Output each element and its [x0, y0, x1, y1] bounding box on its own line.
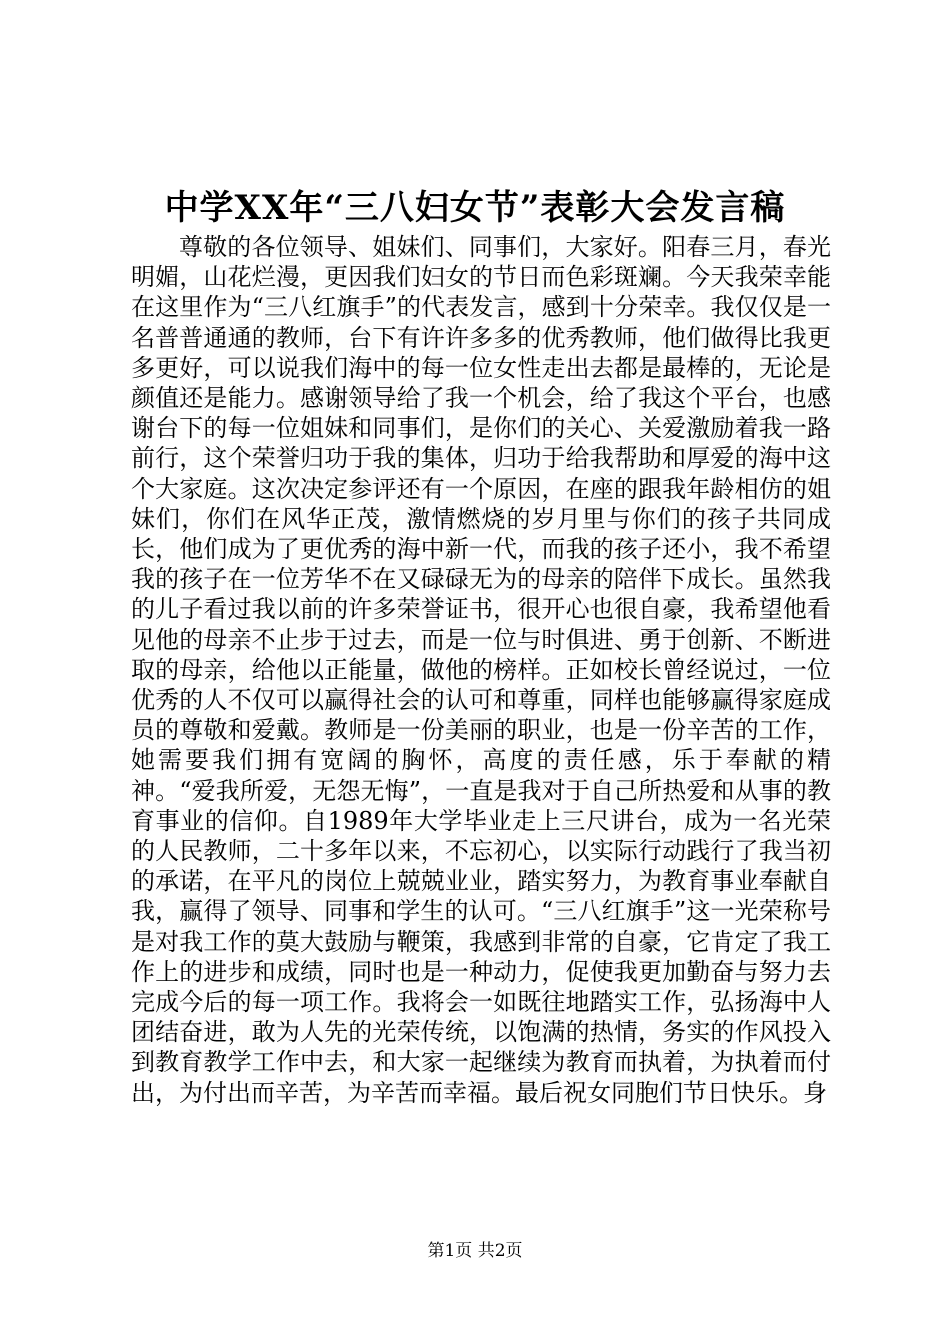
page-number-footer: 第1页 共2页 — [427, 1241, 523, 1261]
body-paragraph: 尊敬的各位领导、姐妹们、同事们，大家好。阳春三月，春光明媚，山花烂漫，更因我们妇女的节日而色彩斑斓。今天我荣幸能在这里作为“三八红旗手”的代表发言，感到十分荣幸。我仅仅是一名普普通通的教师，台下有许许多多的优秀教师，他们做得比我更多更好，可以说我们海中的每一位女性走出去都是最棒的，无论是颜值还是能力。感谢领导给了我一个机会，给了我这个平台，也感谢台下的每一位姐妹和同事们，是你们的关心、关爱激励着我一路前行，这个荣誉归功于我的集体，归功于给我帮助和厚爱的海中这个大家庭。这次决定参评还有一个原因，在座的跟我年龄相仿的姐妹们，你们在风华正茂，激情燃烧的岁月里与你们的孩子共同成长，他们成为了更优秀的海中新一代，而我的孩子还小，我不希望我的孩子在一位芳华不在又碌碌无为的母亲的陪伴下成长。虽然我的儿子看过我以前的许多荣誉证书，很开心也很自豪，我希望他看见他的母亲不止步于过去，而是一位与时俱进、勇于创新、不断进取的母亲，给他以正能量，做他的榜样。正如校长曾经说过，一位优秀的人不仅可以赢得社会的认可和尊重，同样也能够赢得家庭成员的尊敬和爱戴。教师是一份美丽的职业，也是一份辛苦的工作，她需要我们拥有宽阔的胸怀，高度的责任感，乐于奉献的精神。“爱我所爱，无怨无悔”，一直是我对于自己所热爱和从事的教育事业的信仰。自1989年大学毕业走上三尺讲台，成为一名光荣的人民教师，二十多年以来，不忘初心，以实际行动践行了我当初的承诺，在平凡的岗位上兢兢业业，踏实努力，为教育事业奉献自我，赢得了领导、同事和学生的认可。“三八红旗手”这一光荣称号是对我工作的莫大鼓励与鞭策，我感到非常的自豪，它肯定了我工作上的进步和成绩，同时也是一种动力，促使我更加勤奋与努力去完成今后的每一项工作。我将会一如既往地踏实工作，弘扬海中人团结奋进，敢为人先的光荣传统，以饱满的热情，务实的作风投入到教育教学工作中去，和大家一起继续为教育而执着，为执着而付出，为付出而辛苦，为辛苦而幸福。最后祝女同胞们节日快乐。身 — [131, 233, 831, 1107]
document-title: 中学XX年“三八妇女节”表彰大会发言稿 — [164, 188, 786, 228]
